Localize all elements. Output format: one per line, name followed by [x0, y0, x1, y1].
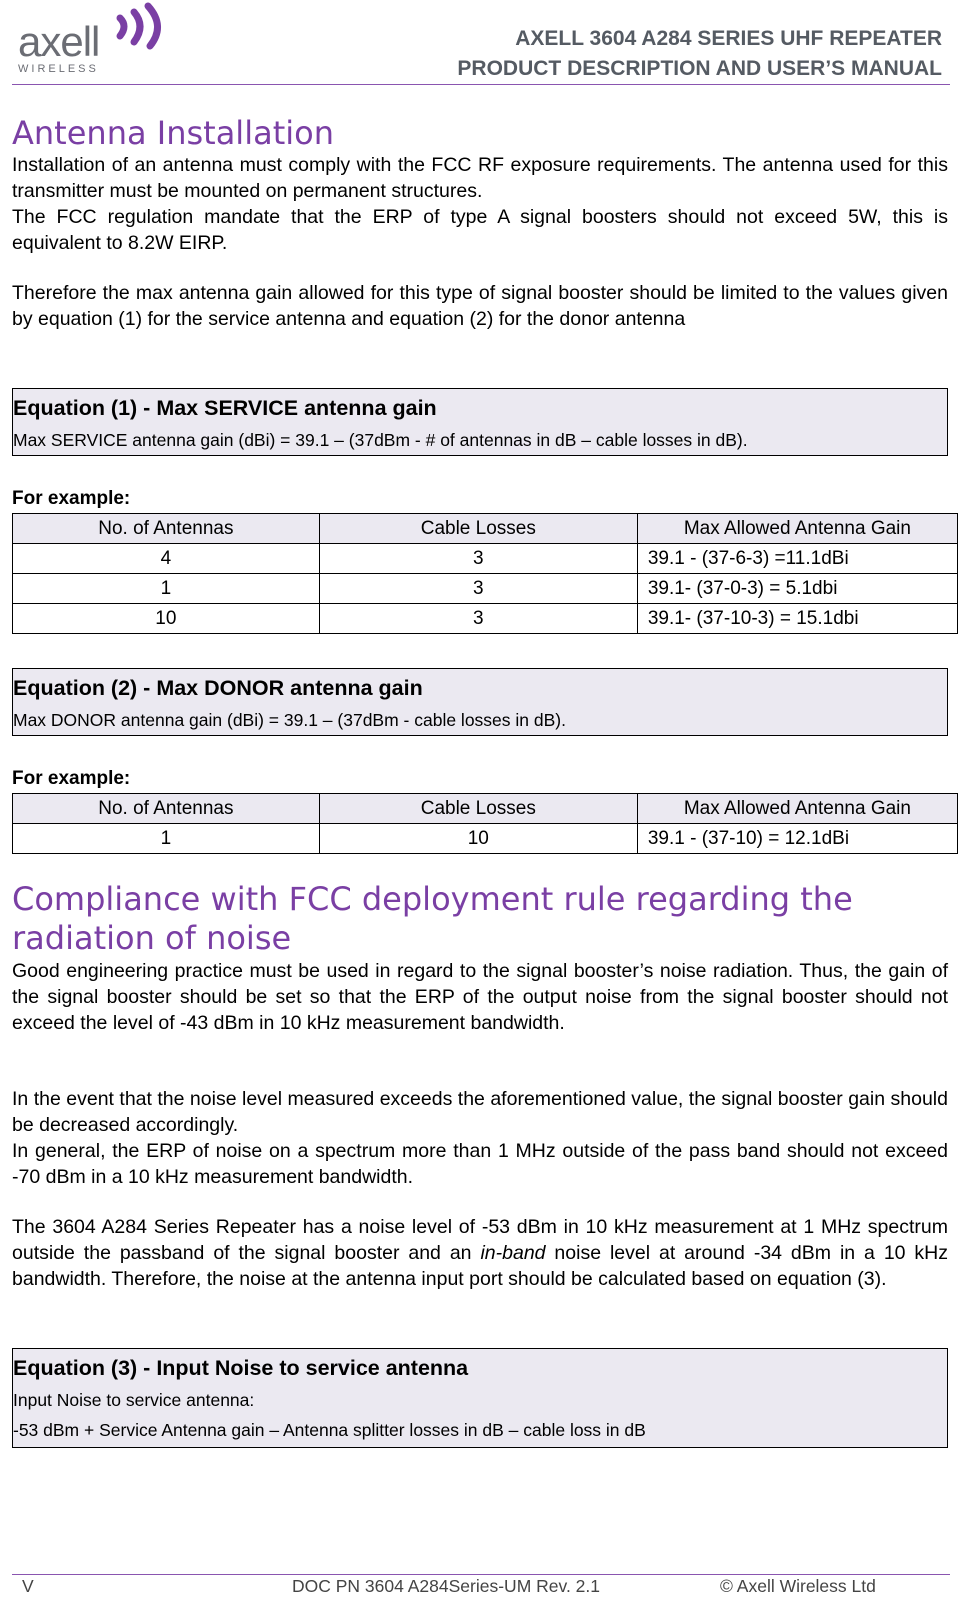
- equation-3-formula: -53 dBm + Service Antenna gain – Antenna splitter losses in dB – cable loss in dB: [13, 1420, 646, 1440]
- equation-1-title: Equation (1) - Max SERVICE antenna gain: [13, 396, 437, 420]
- example-2-table: [12, 793, 958, 854]
- equation-3-line: Input Noise to service antenna:: [13, 1390, 255, 1410]
- section-heading-antenna-installation: Antenna Installation: [12, 114, 334, 152]
- logo-wordmark: axell: [18, 18, 100, 65]
- equation-1-box: [12, 388, 948, 456]
- axell-logo: [12, 0, 182, 80]
- table-row: 1 3 39.1- (37-0-3) = 5.1dbi: [13, 574, 958, 604]
- table-row: 10 3 39.1- (37-10-3) = 15.1dbi: [13, 604, 958, 634]
- equation-2-formula: Max DONOR antenna gain (dBi) = 39.1 – (37dBm - cable losses in dB).: [13, 710, 566, 730]
- page-footer: [12, 1574, 950, 1615]
- table-header-row: No. of Antennas Cable Losses Max Allowed Antenna Gain: [13, 514, 958, 544]
- copyright: © Axell Wireless Ltd: [720, 1576, 876, 1596]
- equation-3-box: [12, 1348, 948, 1448]
- logo-signal-icon: [110, 0, 172, 50]
- paragraph: In general, the ERP of noise on a spectrum more than 1 MHz outside of the pass band should not exceed -70 dBm in a 10 kHz measurement bandwidth.: [12, 1140, 948, 1188]
- table-header-row: No. of Antennas Cable Losses Max Allowed Antenna Gain: [13, 794, 958, 824]
- page-number: V: [22, 1576, 34, 1596]
- paragraph: Therefore the max antenna gain allowed for this type of signal booster should be limited to the values given by equation (1) for the service antenna and equation (2) for the donor antenna: [12, 282, 948, 330]
- document-number: DOC PN 3604 A284Series-UM Rev. 2.1: [292, 1576, 601, 1596]
- equation-3-title: Equation (3) - Input Noise to service antenna: [13, 1356, 469, 1380]
- table-row: 1 10 39.1 - (37-10) = 12.1dBi: [13, 824, 958, 854]
- document-title: AXELL 3604 A284 SERIES UHF REPEATER PRODUCT DESCRIPTION AND USER’S MANUAL: [457, 27, 942, 80]
- equation-2-box: [12, 668, 948, 736]
- paragraph: In the event that the noise level measured exceeds the aforementioned value, the signal booster gain should be decreased accordingly.: [12, 1088, 948, 1136]
- example-label: For example:: [12, 768, 131, 789]
- section-heading-fcc-noise: Compliance with FCC deployment rule regarding the radiation of noise: [12, 880, 853, 957]
- logo-subtitle: WIRELESS: [18, 63, 99, 75]
- paragraph: Good engineering practice must be used in regard to the signal booster’s noise radiation. Thus, the gain of the signal booster should be set so that the ERP of the output noise from the signal booster should not exceed the level of -43 dBm in 10 kHz measurement bandwidth.: [12, 960, 948, 1034]
- paragraph: The 3604 A284 Series Repeater has a noise level of -53 dBm in 10 kHz measurement at 1 MHz spectrum outside the passband of the signal booster and an in-band noise level at around -34 dBm in a 10 kHz bandwidth. Therefore, the noise at the antenna input port should be calculated based on equation (3).: [12, 1216, 949, 1290]
- table-row: 4 3 39.1 - (37-6-3) =11.1dBi: [13, 544, 958, 574]
- example-label: For example:: [12, 488, 131, 509]
- equation-2-title: Equation (2) - Max DONOR antenna gain: [13, 676, 423, 700]
- paragraph: Installation of an antenna must comply with the FCC RF exposure requirements. The antenna used for this transmitter must be mounted on permanent structures.: [12, 154, 948, 202]
- example-1-table: [12, 513, 958, 634]
- page-header: [12, 0, 950, 85]
- equation-1-formula: Max SERVICE antenna gain (dBi) = 39.1 – (37dBm - # of antennas in dB – cable losses in dB).: [13, 430, 748, 450]
- paragraph: The FCC regulation mandate that the ERP of type A signal boosters should not exceed 5W, this is equivalent to 8.2W EIRP.: [12, 206, 948, 254]
